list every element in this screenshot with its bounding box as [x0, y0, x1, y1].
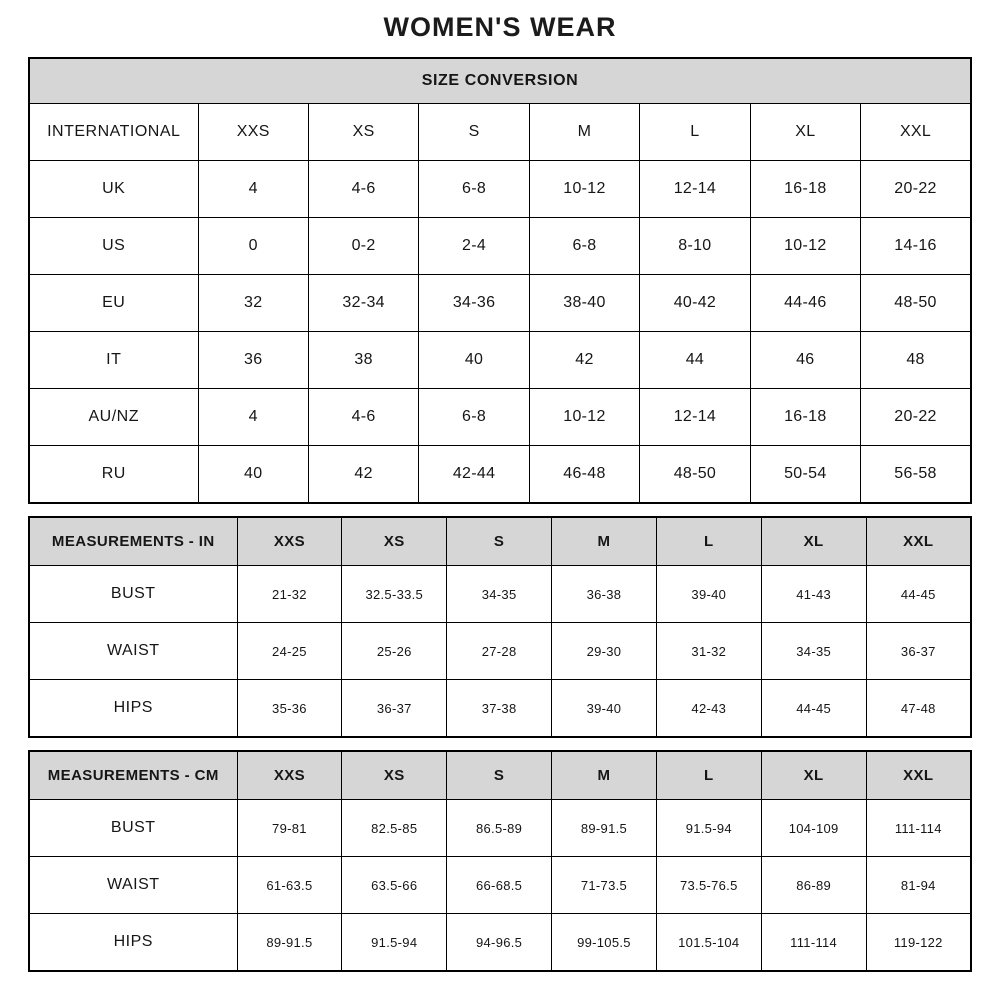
value-cell: 91.5-94 — [342, 914, 447, 972]
value-cell: 20-22 — [861, 389, 971, 446]
row-label-cell: HIPS — [29, 914, 237, 972]
value-cell: 12-14 — [640, 161, 750, 218]
row-label-cell: IT — [29, 332, 198, 389]
column-header-cell: XL — [761, 751, 866, 800]
value-cell: 32 — [198, 275, 308, 332]
value-cell: 89-91.5 — [237, 914, 342, 972]
value-cell: 10-12 — [529, 389, 639, 446]
row-label-cell: HIPS — [29, 680, 237, 738]
value-cell: 48 — [861, 332, 971, 389]
table-title-cell: MEASUREMENTS - IN — [29, 517, 237, 566]
value-cell: 46 — [750, 332, 860, 389]
row-label-cell: WAIST — [29, 857, 237, 914]
row-label-cell: BUST — [29, 566, 237, 623]
value-cell: 111-114 — [866, 800, 971, 857]
value-cell: 40-42 — [640, 275, 750, 332]
column-header-cell: S — [447, 517, 552, 566]
value-cell: 38-40 — [529, 275, 639, 332]
size-conversion-table — [28, 57, 972, 504]
value-cell: 8-10 — [640, 218, 750, 275]
row-label-cell: WAIST — [29, 623, 237, 680]
value-cell: 36-38 — [552, 566, 657, 623]
value-cell: 21-32 — [237, 566, 342, 623]
value-cell: M — [529, 104, 639, 161]
value-cell: 42-44 — [419, 446, 529, 504]
table-row — [29, 623, 971, 680]
value-cell: 48-50 — [640, 446, 750, 504]
value-cell: 61-63.5 — [237, 857, 342, 914]
table-row — [29, 389, 971, 446]
column-header-cell: XS — [342, 751, 447, 800]
value-cell: 35-36 — [237, 680, 342, 738]
value-cell: 47-48 — [866, 680, 971, 738]
value-cell: 89-91.5 — [552, 800, 657, 857]
value-cell: 31-32 — [656, 623, 761, 680]
row-label-cell: US — [29, 218, 198, 275]
value-cell: 4 — [198, 161, 308, 218]
table-row — [29, 914, 971, 972]
page-title: WOMEN'S WEAR — [383, 12, 617, 42]
column-header-cell: XXL — [866, 751, 971, 800]
value-cell: 101.5-104 — [656, 914, 761, 972]
table-row — [29, 446, 971, 504]
value-cell: 10-12 — [529, 161, 639, 218]
measurements-cm-table — [28, 750, 972, 972]
value-cell: 63.5-66 — [342, 857, 447, 914]
value-cell: 40 — [198, 446, 308, 504]
value-cell: 6-8 — [419, 389, 529, 446]
value-cell: 34-35 — [447, 566, 552, 623]
value-cell: 50-54 — [750, 446, 860, 504]
value-cell: 36-37 — [866, 623, 971, 680]
table-row — [29, 857, 971, 914]
table-title-cell: MEASUREMENTS - CM — [29, 751, 237, 800]
value-cell: 40 — [419, 332, 529, 389]
value-cell: 42 — [529, 332, 639, 389]
value-cell: XXL — [861, 104, 971, 161]
value-cell: 16-18 — [750, 161, 860, 218]
value-cell: 27-28 — [447, 623, 552, 680]
value-cell: 91.5-94 — [656, 800, 761, 857]
column-header-cell: S — [447, 751, 552, 800]
value-cell: 0-2 — [308, 218, 418, 275]
value-cell: 32.5-33.5 — [342, 566, 447, 623]
value-cell: 44-46 — [750, 275, 860, 332]
value-cell: S — [419, 104, 529, 161]
value-cell: 14-16 — [861, 218, 971, 275]
value-cell: 10-12 — [750, 218, 860, 275]
column-header-cell: L — [656, 751, 761, 800]
column-header-cell: L — [656, 517, 761, 566]
row-label-cell: RU — [29, 446, 198, 504]
value-cell: 16-18 — [750, 389, 860, 446]
value-cell: 73.5-76.5 — [656, 857, 761, 914]
value-cell: 44-45 — [866, 566, 971, 623]
size-conversion-banner: SIZE CONVERSION — [29, 58, 971, 104]
measurements-in-table — [28, 516, 972, 738]
value-cell: 82.5-85 — [342, 800, 447, 857]
value-cell: 79-81 — [237, 800, 342, 857]
column-header-cell: XXL — [866, 517, 971, 566]
table-row — [29, 104, 971, 161]
row-label-cell: AU/NZ — [29, 389, 198, 446]
row-label-cell: BUST — [29, 800, 237, 857]
column-header-cell: XXS — [237, 517, 342, 566]
row-label-cell: EU — [29, 275, 198, 332]
value-cell: 44-45 — [761, 680, 866, 738]
table-row — [29, 332, 971, 389]
value-cell: 32-34 — [308, 275, 418, 332]
value-cell: 34-35 — [761, 623, 866, 680]
table-header-row — [29, 517, 971, 566]
value-cell: 81-94 — [866, 857, 971, 914]
value-cell: 4-6 — [308, 161, 418, 218]
value-cell: 111-114 — [761, 914, 866, 972]
value-cell: 66-68.5 — [447, 857, 552, 914]
table-row — [29, 800, 971, 857]
value-cell: 36-37 — [342, 680, 447, 738]
value-cell: 25-26 — [342, 623, 447, 680]
table-banner-row — [29, 58, 971, 104]
table-header-row — [29, 751, 971, 800]
value-cell: 86.5-89 — [447, 800, 552, 857]
column-header-cell: XXS — [237, 751, 342, 800]
value-cell: 37-38 — [447, 680, 552, 738]
value-cell: 34-36 — [419, 275, 529, 332]
value-cell: 29-30 — [552, 623, 657, 680]
value-cell: 39-40 — [656, 566, 761, 623]
value-cell: 42-43 — [656, 680, 761, 738]
value-cell: 38 — [308, 332, 418, 389]
value-cell: 48-50 — [861, 275, 971, 332]
column-header-cell: M — [552, 517, 657, 566]
value-cell: 12-14 — [640, 389, 750, 446]
value-cell: 24-25 — [237, 623, 342, 680]
table-row — [29, 218, 971, 275]
value-cell: 20-22 — [861, 161, 971, 218]
value-cell: 41-43 — [761, 566, 866, 623]
value-cell: 2-4 — [419, 218, 529, 275]
table-row — [29, 275, 971, 332]
value-cell: 0 — [198, 218, 308, 275]
value-cell: 86-89 — [761, 857, 866, 914]
value-cell: 94-96.5 — [447, 914, 552, 972]
value-cell: 46-48 — [529, 446, 639, 504]
value-cell: 39-40 — [552, 680, 657, 738]
column-header-cell: M — [552, 751, 657, 800]
column-header-cell: XS — [342, 517, 447, 566]
row-label-cell: UK — [29, 161, 198, 218]
row-label-cell: INTERNATIONAL — [29, 104, 198, 161]
column-header-cell: XL — [761, 517, 866, 566]
value-cell: 4-6 — [308, 389, 418, 446]
value-cell: 104-109 — [761, 800, 866, 857]
value-cell: 99-105.5 — [552, 914, 657, 972]
value-cell: 44 — [640, 332, 750, 389]
value-cell: 36 — [198, 332, 308, 389]
table-row — [29, 161, 971, 218]
value-cell: 6-8 — [529, 218, 639, 275]
value-cell: XXS — [198, 104, 308, 161]
value-cell: XS — [308, 104, 418, 161]
table-row — [29, 566, 971, 623]
value-cell: XL — [750, 104, 860, 161]
value-cell: 119-122 — [866, 914, 971, 972]
value-cell: 42 — [308, 446, 418, 504]
value-cell: 56-58 — [861, 446, 971, 504]
table-row — [29, 680, 971, 738]
value-cell: 6-8 — [419, 161, 529, 218]
value-cell: 4 — [198, 389, 308, 446]
value-cell: L — [640, 104, 750, 161]
value-cell: 71-73.5 — [552, 857, 657, 914]
